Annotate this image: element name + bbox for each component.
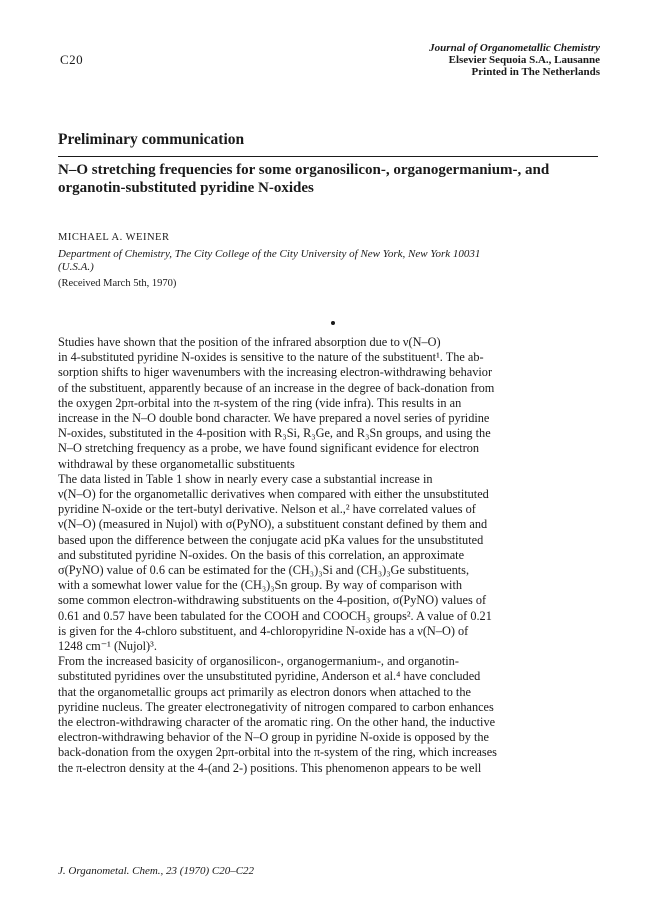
body-line: Studies have shown that the position of the infrared absorption due to ν(N–O): [58, 335, 441, 349]
title-line: organotin-substituted pyridine N-oxides: [58, 180, 314, 196]
body-line: the π-electron density at the 4-(and 2-) positions. This phenomenon appears to be well: [58, 760, 482, 775]
body-line: of the substituent, apparently because of an increase in the degree of back-donation from: [58, 380, 495, 395]
page-number: C20: [60, 52, 84, 67]
printed-location: Printed in The Netherlands: [471, 66, 600, 78]
title-line: N–O stretching frequencies for some organosilicon-, organogermanium-, and: [58, 162, 550, 178]
article-title: [58, 161, 603, 197]
body-line: The data listed in Table 1 show in nearly every case a substantial increase in: [58, 471, 433, 486]
received-date: (Received March 5th, 1970): [58, 278, 177, 289]
section-label: Preliminary communication: [58, 131, 245, 148]
author-name: MICHAEL A. WEINER: [58, 232, 170, 243]
body-line: From the increased basicity of organosilicon-, organogermanium-, and organotin-: [58, 654, 459, 669]
body-line: N-oxides, substituted in the 4-position with R₃Si, R₃Ge, and R₃Sn groups, and using the: [58, 426, 491, 441]
journal-name: Journal of Organometallic Chemistry: [429, 42, 600, 54]
section-rule: [58, 156, 598, 157]
body-line: withdrawal by these organometallic substituents: [58, 456, 295, 471]
margin-mark: [331, 321, 335, 325]
body-line: with a somewhat lower value for the (CH₃)₃Sn group. By way of comparison with: [58, 578, 463, 593]
body-line: 0.61 and 0.57 have been tabulated for the COOH and COOCH₃ groups². A value of 0.21: [58, 608, 492, 623]
body-line: electron-withdrawing behavior of the N–O group in pyridine N-oxide is opposed by the: [58, 730, 489, 745]
publisher: Elsevier Sequoia S.A., Lausanne: [448, 54, 600, 66]
body-line: sorption shifts to higer wavenumbers with the increasing electron-withdrawing behavior: [58, 365, 493, 380]
affiliation-line: (U.S.A.): [58, 261, 94, 273]
body-line: in 4-substituted pyridine N-oxides is sensitive to the nature of the substituent¹. The ab-: [58, 350, 484, 365]
body-line: pyridine N-oxide or the tert-butyl derivative. Nelson et al.,² have correlated values of: [58, 502, 476, 517]
body-line: σ(PyNO) value of 0.6 can be estimated for the (CH₃)₃Si and (CH₃)₃Ge substituents,: [58, 563, 470, 578]
body-line: based upon the difference between the conjugate acid pKa values for the unsubstituted: [58, 532, 484, 547]
body-line: that the organometallic groups act primarily as electron donors when attached to the: [58, 684, 471, 699]
body-line: some common electron-withdrawing substituents on the 4-position, σ(PyNO) values of: [58, 593, 487, 608]
affiliation-line: Department of Chemistry, The City College of the City University of New York, New York 10031: [58, 248, 481, 260]
journal-header: [429, 42, 600, 78]
body-text: [58, 335, 608, 776]
body-line: substituted pyridines over the unsubstituted pyridine, Anderson et al.⁴ have concluded: [58, 669, 481, 684]
body-line: N–O stretching frequency as a probe, we have found significant evidence for electron: [58, 441, 480, 456]
body-line: ν(N–O) for the organometallic derivatives when compared with either the unsubstituted: [58, 487, 489, 502]
body-line: increase in the N–O double bond character. We have prepared a novel series of pyridine: [58, 411, 490, 426]
body-line: the oxygen 2pπ-orbital into the π-system of the ring (vide infra). This results in an: [58, 395, 462, 410]
body-line: is given for the 4-chloro substituent, and 4-chloropyridine N-oxide has a ν(N–O) of: [58, 623, 469, 638]
author-affiliation: [58, 248, 603, 274]
body-line: and substituted pyridine N-oxides. On the basis of this correlation, an approximate: [58, 547, 465, 562]
body-line: pyridine nucleus. The greater electronegativity of nitrogen compared to carbon enhances: [58, 699, 494, 714]
body-line: ν(N–O) (measured in Nujol) with σ(PyNO), a substituent constant defined by them and: [58, 517, 488, 532]
body-line: back-donation from the oxygen 2pπ-orbital into the π-system of the ring, which increases: [58, 745, 497, 760]
citation-footer: J. Organometal. Chem., 23 (1970) C20–C22: [58, 865, 255, 877]
body-line: 1248 cm⁻¹ (Nujol)³.: [58, 639, 157, 654]
body-line: the electron-withdrawing character of the aromatic ring. On the other hand, the inductive: [58, 715, 496, 730]
